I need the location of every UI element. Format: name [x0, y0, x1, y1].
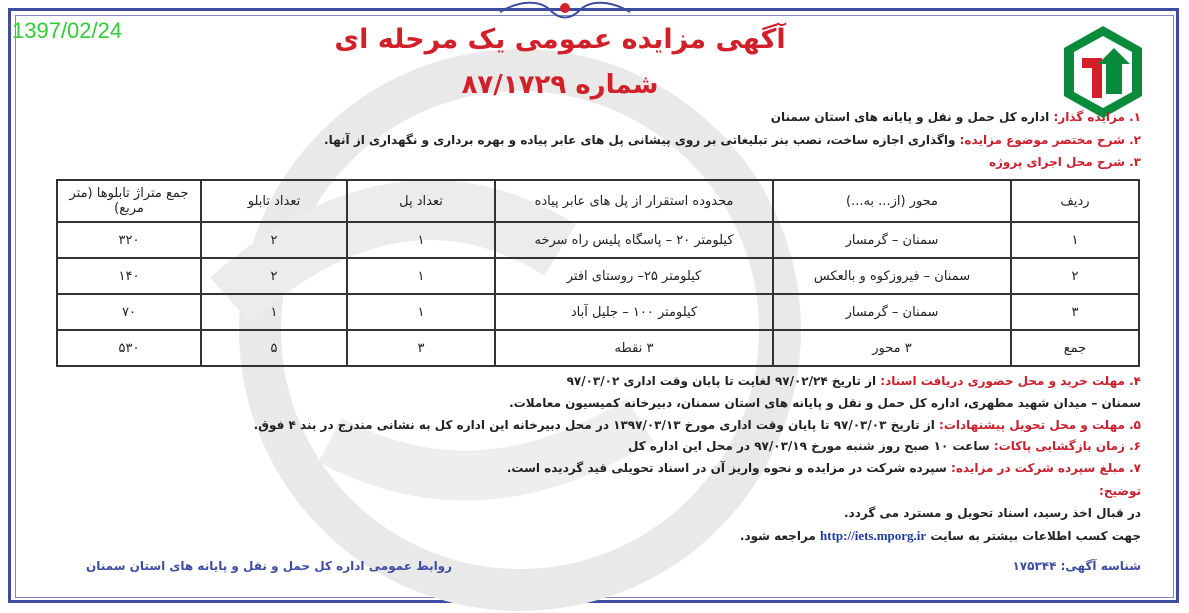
- deposit-value: سپرده شرکت در مزایده و نحوه واریز آن در اسناد تحویلی قید گردیده است.: [506, 461, 947, 475]
- notes-label: توضیح:: [1099, 484, 1141, 498]
- item-subject: [324, 133, 1141, 147]
- purchase-label: ۴. مهلت خرید و محل حضوری دریافت اسناد:: [880, 374, 1141, 388]
- ministry-logo: [1062, 24, 1144, 120]
- delivery-value: از تاریخ ۹۷/۰۳/۰۳ تا پایان وقت اداری مورخ ۱۳۹۷/۰۳/۱۳ در محل دبیرخانه این اداره کل به نشانی مندرج در بند ۴ فوق.: [253, 418, 935, 432]
- header-board-count: تعداد تابلو: [201, 180, 347, 222]
- header-axis: محور (از... به...): [773, 180, 1011, 222]
- table-header-row: [57, 180, 1139, 222]
- cell-bridge-count: ۱: [347, 258, 495, 294]
- item-auctioneer: [771, 110, 1141, 124]
- deposit-label: ۷. مبلغ سپرده شرکت در مزایده:: [951, 461, 1141, 475]
- auctioneer-value: اداره کل حمل و نقل و پایانه های استان سمنان: [770, 110, 1050, 124]
- header-location: محدوده استقرار از پل های عابر پیاده: [495, 180, 773, 222]
- table-total-row: [57, 330, 1139, 366]
- subject-label: ۲. شرح مختصر موضوع مزایده:: [959, 133, 1141, 147]
- top-ornament: [490, 0, 640, 22]
- table-row: [57, 258, 1139, 294]
- auctioneer-label: ۱. مزایده گذار:: [1053, 110, 1141, 124]
- opening-value: ساعت ۱۰ صبح روز شنبه مورخ ۹۷/۰۳/۱۹ در محل این اداره کل: [627, 439, 990, 453]
- delivery-label: ۵. مهلت و محل تحویل پیشنهادات:: [939, 418, 1141, 432]
- cell-bridge-count: ۱: [347, 222, 495, 258]
- cell-board-count: ۲: [201, 258, 347, 294]
- stamp-date: 1397/02/24: [12, 18, 123, 43]
- table-row: [57, 222, 1139, 258]
- cell-location: کیلومتر ۲۵– روستای افتر: [495, 258, 773, 294]
- location-label: ۳. شرح محل اجرای پروژه: [988, 155, 1141, 169]
- item-notes: [1099, 484, 1141, 498]
- purchase-value: از تاریخ ۹۷/۰۲/۲۴ لغایت تا پایان وقت اداری ۹۷/۰۳/۰۲: [566, 374, 877, 388]
- cell-location: کیلومتر ۲۰ – پاسگاه پلیس راه سرخه: [495, 222, 773, 258]
- cell-axis: سمنان – فیروزکوه و بالعکس: [773, 258, 1011, 294]
- item-opening: [628, 439, 1141, 453]
- cell-total-area: ۷۰: [57, 294, 201, 330]
- cell-total-area: ۵۳۰: [57, 330, 201, 366]
- cell-row-number: ۱: [1011, 222, 1139, 258]
- opening-label: ۶. زمان بازگشایی پاکات:: [993, 439, 1141, 453]
- item-location: [989, 155, 1141, 169]
- note1-text: در قبال اخذ رسید، اسناد تحویل و مسترد می گردد.: [843, 506, 1141, 520]
- cell-board-count: ۲: [201, 222, 347, 258]
- cell-axis: ۳ محور: [773, 330, 1011, 366]
- website-link[interactable]: http://iets.mporg.ir: [820, 528, 927, 543]
- item-purchase-address: [509, 396, 1141, 410]
- note2-suffix: مراجعه شود.: [739, 529, 816, 543]
- cell-row-number: ۳: [1011, 294, 1139, 330]
- cell-row-number: ۲: [1011, 258, 1139, 294]
- notice-number: شماره ۸۷/۱۷۲۹: [461, 70, 659, 100]
- cell-total-area: ۱۴۰: [57, 258, 201, 294]
- cell-total-area: ۳۲۰: [57, 222, 201, 258]
- cell-location: ۳ نقطه: [495, 330, 773, 366]
- header-total-area: جمع متراژ تابلوها (متر مربع): [57, 180, 201, 222]
- subject-value: واگذاری اجازه ساخت، نصب بنر تبلیغاتی بر روی پیشانی پل های عابر پیاده و بهره برداری و نگهداری از آنها.: [324, 133, 956, 147]
- cell-board-count: ۱: [201, 294, 347, 330]
- cell-row-number: جمع: [1011, 330, 1139, 366]
- note-2: [740, 528, 1141, 544]
- table-row: [57, 294, 1139, 330]
- item-deposit: [507, 461, 1141, 475]
- purchase-address: سمنان – میدان شهید مطهری، اداره کل حمل و نقل و پایانه های استان سمنان، دبیرخانه کمیسیون معاملات.: [509, 396, 1141, 410]
- page-title: آگهی مزایده عمومی یک مرحله ای: [334, 24, 786, 55]
- item-delivery: [254, 418, 1141, 432]
- cell-axis: سمنان – گرمسار: [773, 294, 1011, 330]
- cell-location: کیلومتر ۱۰۰ – جلیل آباد: [495, 294, 773, 330]
- projects-table: [56, 179, 1140, 367]
- cell-bridge-count: ۳: [347, 330, 495, 366]
- note2-prefix: جهت کسب اطلاعات بیشتر به سایت: [930, 529, 1141, 543]
- note-1: [844, 506, 1141, 520]
- header-bridge-count: تعداد پل: [347, 180, 495, 222]
- ad-id: شناسه آگهی: ۱۷۵۳۴۴: [1012, 559, 1141, 573]
- header-row-number: ردیف: [1011, 180, 1139, 222]
- item-purchase: [567, 374, 1141, 388]
- cell-axis: سمنان – گرمسار: [773, 222, 1011, 258]
- publisher: روابط عمومی اداره کل حمل و نقل و پایانه های استان سمنان: [86, 559, 453, 573]
- cell-board-count: ۵: [201, 330, 347, 366]
- cell-bridge-count: ۱: [347, 294, 495, 330]
